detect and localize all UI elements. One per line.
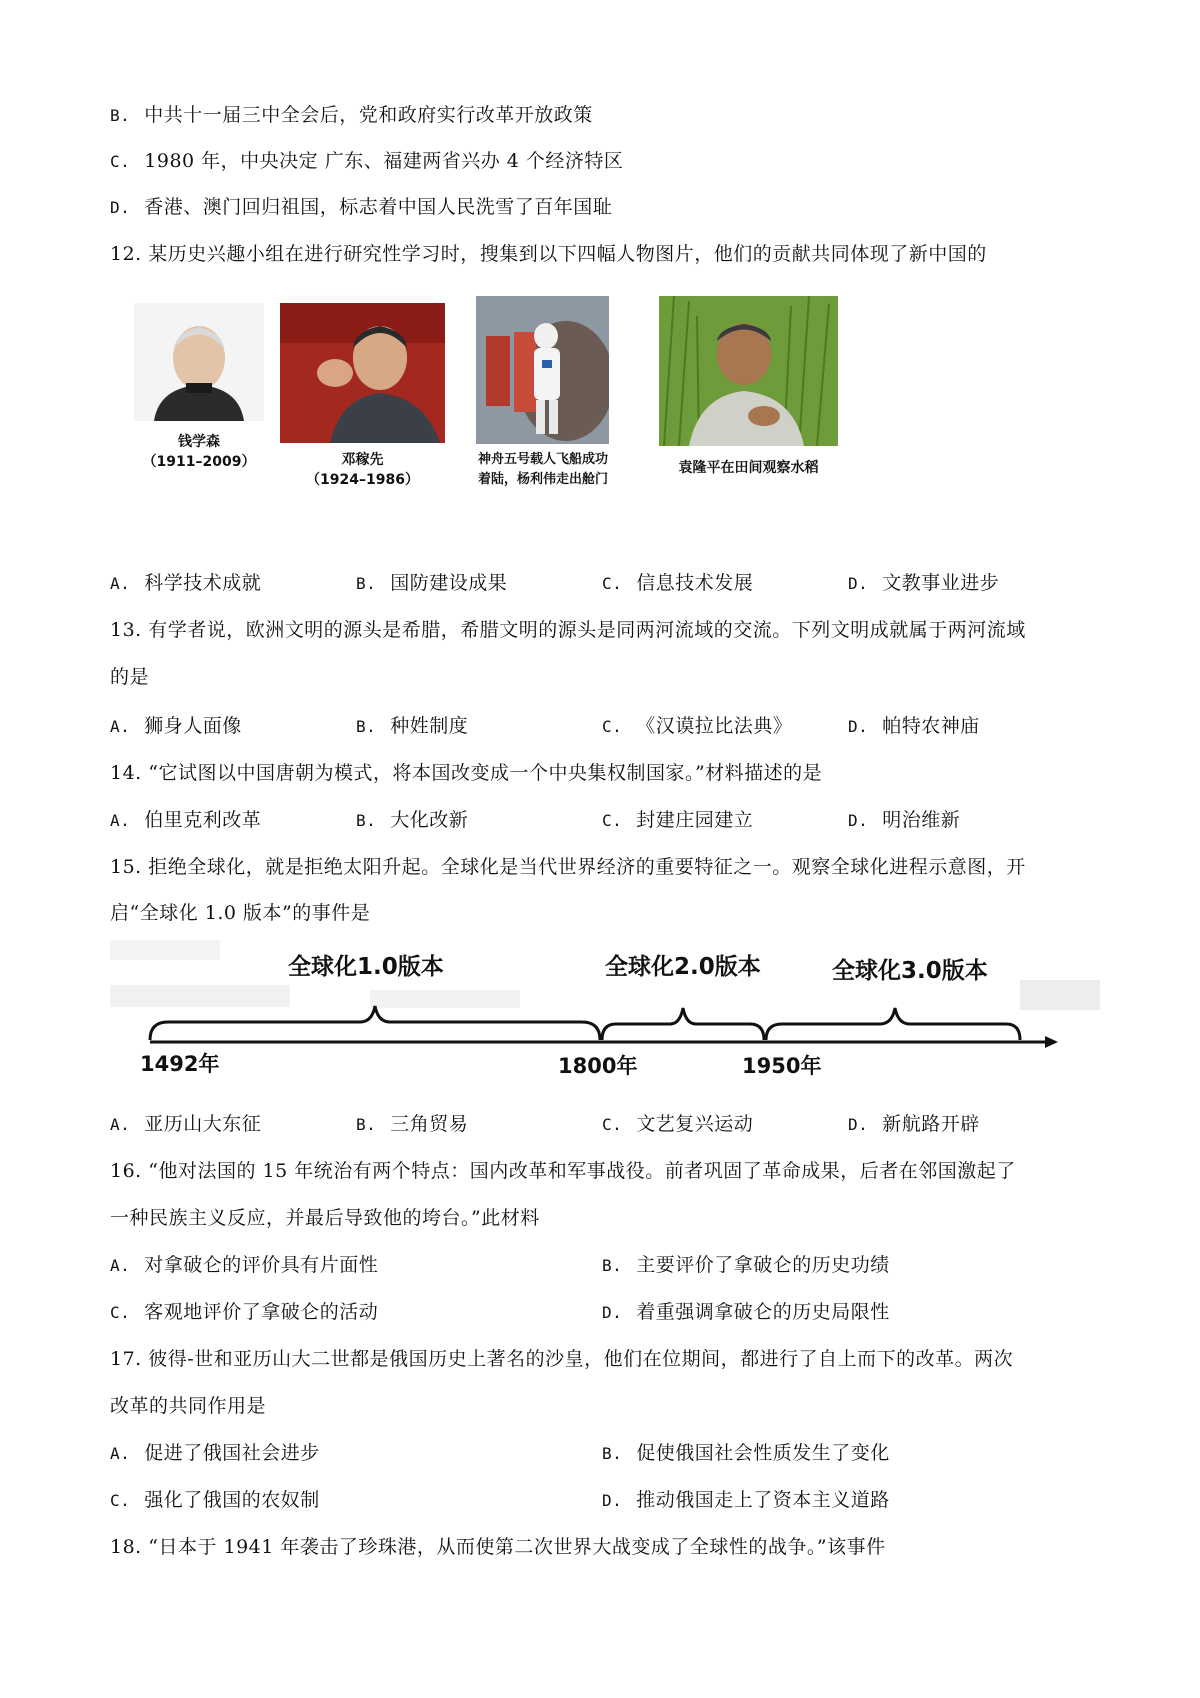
q16-option-c: C. 客观地评价了拿破仑的活动 [110,1301,379,1323]
q17-option-b: B. 促使俄国社会性质发生了变化 [602,1442,890,1464]
q11-option-b: B. 中共十一届三中全会后，党和政府实行改革开放政策 [110,104,593,126]
q17-option-c: C. 强化了俄国的农奴制 [110,1489,320,1511]
globalization-timeline [110,940,1100,1080]
q11-option-c: C. 1980 年，中央决定 广东、福建两省兴办 4 个经济特区 [110,150,624,172]
photo-1-caption: 钱学森 （1911–2009） [142,434,256,470]
timeline-year-1800: 1800年 [558,1054,638,1078]
q12-stem: 12. 某历史兴趣小组在进行研究性学习时，搜集到以下四幅人物图片，他们的贡献共同体现了新中国的 [110,243,987,265]
q17-option-a: A. 促进了俄国社会进步 [110,1442,320,1464]
q14-option-c: C. 封建庄园建立 [602,809,754,831]
q13-stem-line1: 13. 有学者说，欧洲文明的源头是希腊，希腊文明的源头是同两河流域的交流。下列文明成就属于两河流域 [110,619,1026,641]
q12-option-d: D. 文教事业进步 [848,572,1000,594]
q12-option-a: A. 科学技术成就 [110,572,262,594]
q12-option-b: B. 国防建设成果 [356,572,508,594]
q13-stem-line2: 的是 [110,666,150,688]
q15-option-b: B. 三角贸易 [356,1113,469,1135]
q16-stem-line1: 16. “他对法国的 15 年统治有两个特点：国内改革和军事战役。前者巩固了革命成果，后者在邻国激起了 [110,1160,1016,1182]
q18-stem: 18. “日本于 1941 年袭击了珍珠港，从而使第二次世界大战变成了全球性的战争。”该事件 [110,1536,886,1558]
photo-3-caption: 神舟五号载人飞船成功 着陆，杨利伟走出舱门 [477,452,608,487]
q11-option-d: D. 香港、澳门回归祖国，标志着中国人民洗雪了百年国耻 [110,196,613,218]
q13-option-b: B. 种姓制度 [356,715,469,737]
q17-stem-line2: 改革的共同作用是 [110,1395,267,1417]
timeline-label-1: 全球化1.0版本 [288,954,444,980]
q13-option-a: A. 狮身人面像 [110,715,242,737]
q14-option-b: B. 大化改新 [356,809,469,831]
q17-stem-line1: 17. 彼得-世和亚历山大二世都是俄国历史上著名的沙皇，他们在位期间，都进行了自上而下的改革。两次 [110,1348,1014,1370]
q15-option-a: A. 亚历山大东征 [110,1113,262,1135]
q14-option-a: A. 伯里克利改革 [110,809,262,831]
q15-option-d: D. 新航路开辟 [848,1113,980,1135]
q15-option-c: C. 文艺复兴运动 [602,1113,754,1135]
timeline-label-3: 全球化3.0版本 [832,958,988,984]
q15-stem-line2: 启“全球化 1.0 版本”的事件是 [110,902,371,924]
timeline-year-1492: 1492年 [140,1052,220,1076]
photo-4-caption: 袁隆平在田间观察水稻 [678,460,819,476]
q16-option-b: B. 主要评价了拿破仑的历史功绩 [602,1254,890,1276]
portrait-photo-1 [134,303,264,421]
q15-stem-line1: 15. 拒绝全球化，就是拒绝太阳升起。全球化是当代世界经济的重要特征之一。观察全球化进程示意图，开 [110,856,1026,878]
astronaut-photo [476,296,609,444]
q12-option-c: C. 信息技术发展 [602,572,754,594]
timeline-label-2: 全球化2.0版本 [605,954,761,980]
q17-option-d: D. 推动俄国走上了资本主义道路 [602,1489,890,1511]
q13-option-c: C. 《汉谟拉比法典》 [602,715,793,737]
q14-stem: 14. “它试图以中国唐朝为模式，将本国改变成一个中央集权制国家。”材料描述的是 [110,762,823,784]
photo-2-caption: 邓稼先 （1924–1986） [306,452,419,488]
q14-option-d: D. 明治维新 [848,809,961,831]
q16-option-a: A. 对拿破仑的评价具有片面性 [110,1254,379,1276]
q13-option-d: D. 帕特农神庙 [848,715,980,737]
portrait-photo-2 [280,303,445,443]
q16-option-d: D. 着重强调拿破仑的历史局限性 [602,1301,890,1323]
timeline-year-1950: 1950年 [742,1054,822,1078]
rice-field-photo [659,296,838,446]
q16-stem-line2: 一种民族主义反应，并最后导致他的垮台。”此材料 [110,1207,540,1229]
